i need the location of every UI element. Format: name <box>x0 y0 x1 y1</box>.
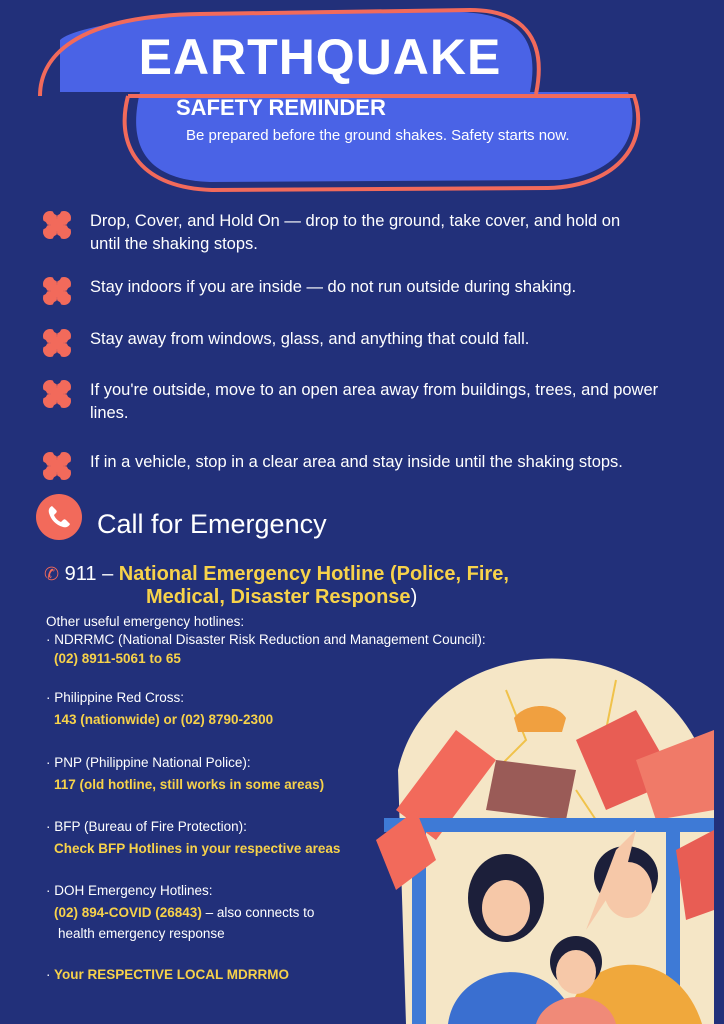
other-hotlines-label: Other useful emergency hotlines: <box>46 614 245 629</box>
main-hotline-desc: National Emergency Hotline (Police, Fire, <box>118 563 509 585</box>
bfp-label: · BFP (Bureau of Fire Protection): <box>46 819 247 834</box>
page-title: EARTHQUAKE <box>138 29 502 85</box>
main-hotline: ✆ 911 – National Emergency Hotline (Police, Fire, Medical, Disaster Response) <box>44 563 509 608</box>
doh-number: (02) 894-COVID (26843) – also connects to <box>54 905 315 920</box>
page-subtitle: SAFETY REMINDER <box>176 95 386 120</box>
tip-text: If in a vehicle, stop in a clear area and stay inside until the shaking stops. <box>90 453 623 471</box>
redcross-label: · Philippine Red Cross: <box>46 690 185 705</box>
doh-label: · DOH Emergency Hotlines: <box>46 883 213 898</box>
redcross-number: 143 (nationwide) or (02) 8790-2300 <box>54 712 274 727</box>
tip-item <box>40 208 710 256</box>
ndrrmc-number: (02) 8911-5061 to 65 <box>54 651 181 666</box>
x-bullet-icon <box>40 326 74 360</box>
tagline: Be prepared before the ground shakes. Safety starts now. <box>186 127 570 144</box>
pnp-label: · PNP (Philippine National Police): <box>46 755 251 770</box>
tip-text: Stay away from windows, glass, and anything that could fall. <box>90 330 530 348</box>
doh-note: health emergency response <box>58 926 225 941</box>
x-bullet-icon <box>40 449 74 483</box>
ndrrmc-label: · NDRRMC (National Disaster Risk Reduction and Management Council): <box>46 632 486 647</box>
call-emergency-heading: Call for Emergency <box>97 509 327 539</box>
phone-receiver-icon: ✆ <box>44 564 60 584</box>
pnp-number: 117 (old hotline, still works in some areas) <box>54 777 325 792</box>
bfp-value: Check BFP Hotlines in your respective areas <box>54 841 341 856</box>
local-mdrrmo: · Your RESPECTIVE LOCAL MDRRMO <box>46 967 290 982</box>
earthquake-family-illustration <box>376 650 724 1024</box>
tip-text: Drop, Cover, and Hold On — drop to the ground, take cover, and hold on until the shaking stops. <box>90 212 621 253</box>
tip-text: If you're outside, move to an open area away from buildings, trees, and power lines. <box>90 381 659 422</box>
x-bullet-icon <box>40 377 74 411</box>
tip-item <box>40 326 710 360</box>
tip-item <box>40 449 710 483</box>
tip-text: Stay indoors if you are inside — do not run outside during shaking. <box>90 278 577 296</box>
phone-icon <box>36 494 82 540</box>
tip-item <box>40 274 710 308</box>
x-bullet-icon <box>40 274 74 308</box>
main-hotline-desc-2: Medical, Disaster Response <box>146 586 411 608</box>
x-bullet-icon <box>40 208 74 242</box>
main-hotline-number: 911 – <box>64 563 114 585</box>
tip-item <box>40 377 710 425</box>
